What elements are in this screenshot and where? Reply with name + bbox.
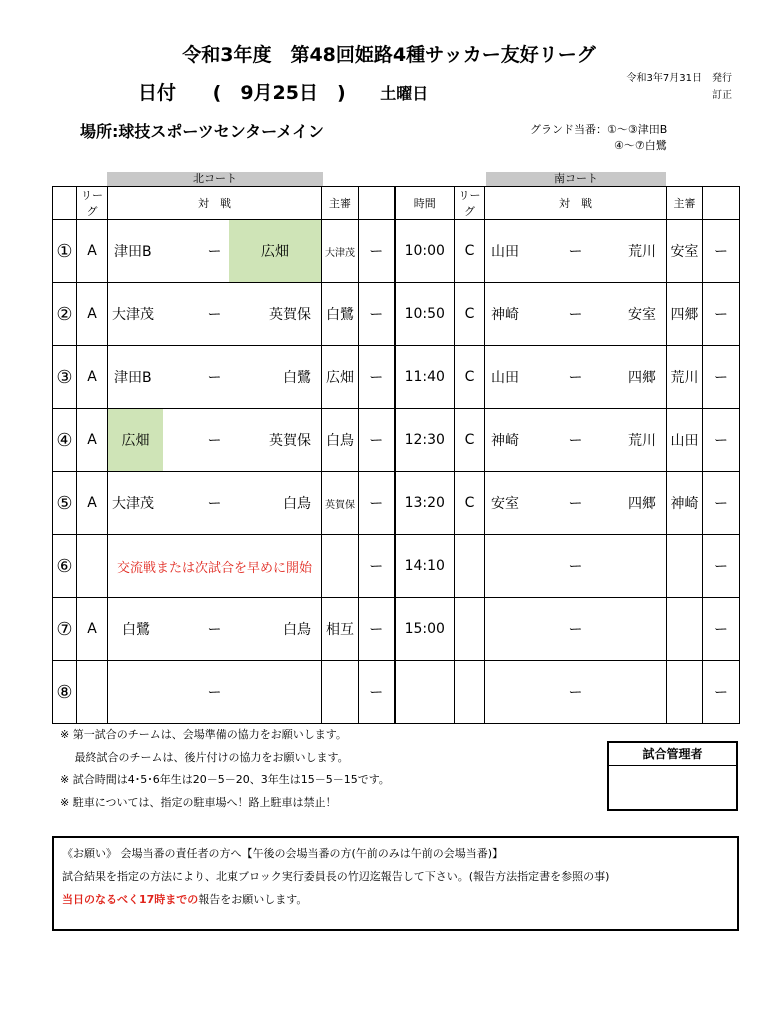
col-match-south: 対 戦 [485, 187, 667, 220]
south-referee [667, 535, 703, 598]
match-time: 13:20 [395, 472, 455, 535]
south-referee: 山田 [667, 409, 703, 472]
match-manager-label: 試合管理者 [609, 743, 736, 766]
versus-dash: ー [207, 622, 222, 638]
table-row [53, 283, 740, 346]
north-match [108, 283, 322, 346]
weekday: 土曜日 [380, 84, 429, 103]
north-match [108, 409, 322, 472]
south-team2: 四郷 [628, 370, 656, 386]
north-team1: 大津茂 [112, 307, 154, 323]
north-league: A [77, 346, 108, 409]
north-extra: ー [359, 661, 395, 724]
match-time [395, 661, 455, 724]
note-line: ※ 試合時間は4･5･6年生は20－5－20、3年生は15－5－15です。 [60, 773, 390, 786]
south-referee: 四郷 [667, 283, 703, 346]
south-league [455, 535, 485, 598]
versus-dash: ー [568, 559, 583, 575]
note-line: ※ 駐車については、指定の駐車場へ！路上駐車は禁止！ [60, 795, 337, 809]
south-extra: ー [703, 283, 740, 346]
north-team2: 英賀保 [269, 307, 311, 323]
versus-dash: ー [207, 244, 222, 260]
col-league-north: リーグ [77, 187, 108, 220]
versus-dash: ー [568, 685, 583, 701]
col-league-south: リーグ [455, 187, 485, 220]
south-league: C [455, 472, 485, 535]
match-time: 10:00 [395, 220, 455, 283]
match-manager-box [607, 741, 738, 811]
south-extra: ー [703, 472, 740, 535]
north-referee: 大津茂 [322, 220, 359, 283]
table-row [53, 535, 740, 598]
versus-dash: ー [207, 433, 222, 449]
north-league: A [77, 220, 108, 283]
versus-dash: ー [568, 496, 583, 512]
col-referee-south: 主審 [667, 187, 703, 220]
north-league: A [77, 472, 108, 535]
north-referee: 白鳥 [322, 409, 359, 472]
request-box [52, 836, 739, 931]
match-number: ③ [53, 346, 77, 409]
versus-dash: ー [207, 496, 222, 512]
south-extra: ー [703, 409, 740, 472]
versus-dash: ー [568, 433, 583, 449]
table-row [53, 409, 740, 472]
south-match [485, 409, 667, 472]
versus-dash: ー [207, 685, 222, 701]
match-number: ⑧ [53, 661, 77, 724]
south-match [485, 220, 667, 283]
versus-dash: ー [568, 244, 583, 260]
north-match [108, 661, 322, 724]
ground-duty-1: グランド当番：①～③津田B [530, 123, 668, 136]
south-team1: 神崎 [491, 307, 519, 323]
match-number: ④ [53, 409, 77, 472]
north-league [77, 661, 108, 724]
request-line-3 [62, 888, 729, 911]
col-match-north: 対 戦 [108, 187, 322, 220]
north-extra: ー [359, 472, 395, 535]
south-match [485, 472, 667, 535]
south-league: C [455, 346, 485, 409]
issued-date: 令和3年7月31日 発行 [626, 73, 732, 84]
north-court-label: 北コート [107, 172, 323, 186]
versus-dash: ー [207, 370, 222, 386]
north-match [108, 346, 322, 409]
north-team2: 英賀保 [269, 433, 311, 449]
ground-duty-2: ④～⑦白鷺 [614, 139, 667, 152]
north-referee [322, 661, 359, 724]
north-extra: ー [359, 220, 395, 283]
south-match [485, 661, 667, 724]
north-exchange-note: 交流戦または次試合を早めに開始 [108, 535, 322, 598]
request-line-3-rest: 報告をお願いします。 [198, 893, 308, 906]
north-league: A [77, 409, 108, 472]
south-referee [667, 661, 703, 724]
match-time: 10:50 [395, 283, 455, 346]
south-team1: 神崎 [491, 433, 519, 449]
ground-duty [530, 122, 667, 154]
versus-dash: ー [568, 370, 583, 386]
south-team2: 安室 [628, 307, 656, 323]
south-extra: ー [703, 598, 740, 661]
table-header-row [53, 187, 740, 220]
north-team1: 津田B [114, 370, 152, 386]
south-extra: ー [703, 661, 740, 724]
north-team1: 大津茂 [112, 496, 154, 512]
north-team1: 津田B [114, 244, 152, 260]
request-deadline: 当日のなるべく17時までの [62, 893, 199, 906]
north-extra: ー [359, 346, 395, 409]
request-line-2: 試合結果を指定の方法により、北東ブロック実行委員長の竹辺迄報告して下さい。(報告方法指定書を参照の事) [62, 870, 610, 883]
note-line: 最終試合のチームは、後片付けの協力をお願いします。 [60, 750, 349, 764]
north-team2: 白鳥 [283, 496, 311, 512]
south-match [485, 346, 667, 409]
south-extra: ー [703, 346, 740, 409]
table-row [53, 220, 740, 283]
north-referee: 白鷺 [322, 283, 359, 346]
versus-dash: ー [568, 622, 583, 638]
match-number: ⑥ [53, 535, 77, 598]
south-team1: 山田 [491, 244, 519, 260]
north-extra: ー [359, 598, 395, 661]
north-team2-highlighted: 広畑 [229, 220, 321, 282]
north-match [108, 598, 322, 661]
north-league: A [77, 283, 108, 346]
match-time: 11:40 [395, 346, 455, 409]
revised-label: 訂正 [712, 90, 732, 101]
col-referee-north: 主審 [322, 187, 359, 220]
north-referee: 相互 [322, 598, 359, 661]
table-row [53, 346, 740, 409]
north-match [108, 472, 322, 535]
north-league: A [77, 598, 108, 661]
note-line: ※ 第一試合のチームは、会場準備の協力をお願いします。 [60, 728, 347, 741]
south-team1: 安室 [491, 496, 519, 512]
match-time: 14:10 [395, 535, 455, 598]
south-match [485, 283, 667, 346]
match-number: ⑦ [53, 598, 77, 661]
match-number: ⑤ [53, 472, 77, 535]
north-referee: 広畑 [322, 346, 359, 409]
south-league [455, 661, 485, 724]
north-extra: ー [359, 409, 395, 472]
south-match [485, 535, 667, 598]
north-extra: ー [359, 535, 395, 598]
north-referee: 英賀保 [322, 472, 359, 535]
south-team2: 荒川 [628, 244, 656, 260]
versus-dash: ー [568, 307, 583, 323]
north-team2: 白鷺 [283, 370, 311, 386]
north-extra: ー [359, 283, 395, 346]
venue: 場所:球技スポーツセンターメイン [80, 122, 324, 141]
notes [60, 724, 390, 814]
north-league [77, 535, 108, 598]
south-referee: 荒川 [667, 346, 703, 409]
north-team1-highlighted: 広畑 [108, 409, 163, 471]
match-number: ② [53, 283, 77, 346]
south-league: C [455, 220, 485, 283]
date-value: ( 9月25日 ) [212, 82, 346, 104]
schedule-table [52, 186, 740, 724]
match-time: 15:00 [395, 598, 455, 661]
page-title: 令和3年度 第48回姫路4種サッカー友好リーグ [182, 44, 596, 66]
south-league [455, 598, 485, 661]
south-league: C [455, 283, 485, 346]
south-extra: ー [703, 535, 740, 598]
col-time: 時間 [395, 187, 455, 220]
south-match [485, 598, 667, 661]
north-referee [322, 535, 359, 598]
request-line-1: 《お願い》 会場当番の責任者の方へ【午後の会場当番の方(午前のみは午前の会場当番)】 [62, 847, 504, 860]
south-referee: 神崎 [667, 472, 703, 535]
south-extra: ー [703, 220, 740, 283]
south-court-label: 南コート [486, 172, 666, 186]
south-referee [667, 598, 703, 661]
match-number: ① [53, 220, 77, 283]
north-team2: 白鳥 [283, 622, 311, 638]
table-row [53, 472, 740, 535]
table-row [53, 661, 740, 724]
south-league: C [455, 409, 485, 472]
south-team2: 四郷 [628, 496, 656, 512]
north-match [108, 220, 322, 283]
south-team1: 山田 [491, 370, 519, 386]
table-row [53, 598, 740, 661]
match-time: 12:30 [395, 409, 455, 472]
south-referee: 安室 [667, 220, 703, 283]
date-line [138, 78, 428, 105]
north-team1: 白鷺 [122, 622, 150, 638]
date-label: 日付 [138, 82, 177, 104]
versus-dash: ー [207, 307, 222, 323]
south-team2: 荒川 [628, 433, 656, 449]
